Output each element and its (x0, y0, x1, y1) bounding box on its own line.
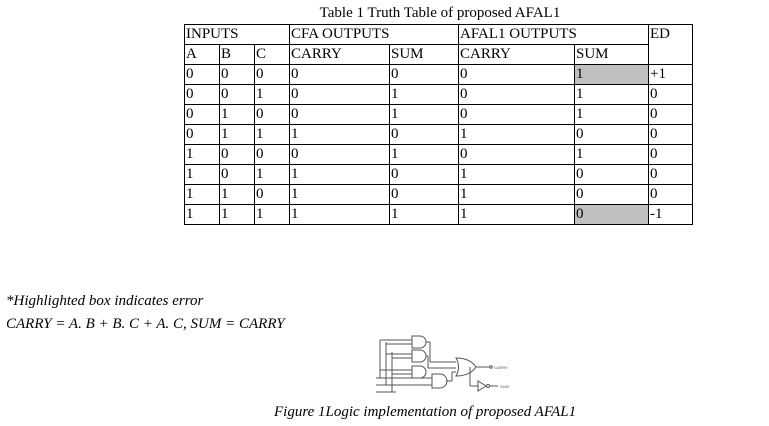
col-afal1-sum-header: SUM (575, 45, 649, 65)
cell-cfa-carry: 0 (290, 65, 390, 85)
cell-ed: 0 (649, 85, 693, 105)
cell-afal1-carry: 0 (459, 145, 575, 165)
cell-ed: +1 (649, 65, 693, 85)
cell-afal1-sum: 0 (575, 205, 649, 225)
equation-note: CARRY = A. B + B. C + A. C, SUM = CARRY (6, 316, 285, 332)
cell-cfa-sum: 0 (390, 165, 459, 185)
cell-c: 0 (255, 185, 290, 205)
cell-cfa-carry: 1 (290, 185, 390, 205)
cell-a: 0 (185, 85, 220, 105)
cell-cfa-carry: 1 (290, 205, 390, 225)
cell-cfa-carry: 0 (290, 145, 390, 165)
cell-b: 0 (220, 65, 255, 85)
cell-afal1-carry: 1 (459, 205, 575, 225)
cell-b: 1 (220, 105, 255, 125)
cell-afal1-sum: 1 (575, 105, 649, 125)
cell-cfa-carry: 1 (290, 125, 390, 145)
table-row (185, 85, 693, 105)
cell-c: 1 (255, 165, 290, 185)
logic-diagram (366, 322, 538, 400)
cell-a: 0 (185, 65, 220, 85)
cell-c: 0 (255, 105, 290, 125)
cell-afal1-sum: 0 (575, 165, 649, 185)
cell-a: 1 (185, 165, 220, 185)
cell-c: 1 (255, 125, 290, 145)
cell-afal1-sum: 0 (575, 125, 649, 145)
cell-afal1-sum: 1 (575, 65, 649, 85)
highlight-note: *Highlighted box indicates error (6, 293, 204, 309)
cell-a: 1 (185, 205, 220, 225)
cell-afal1-carry: 0 (459, 105, 575, 125)
cell-b: 1 (220, 125, 255, 145)
table-caption: Table 1 Truth Table of proposed AFAL1 (319, 5, 561, 21)
cell-cfa-sum: 1 (390, 145, 459, 165)
cell-a: 0 (185, 105, 220, 125)
cell-a: 1 (185, 185, 220, 205)
cell-cfa-sum: 1 (390, 205, 459, 225)
cell-a: 1 (185, 145, 220, 165)
cell-afal1-carry: 0 (459, 65, 575, 85)
cell-c: 0 (255, 145, 290, 165)
table-row (185, 205, 693, 225)
cell-afal1-sum: 0 (575, 185, 649, 205)
sub-header-row (185, 45, 693, 65)
group-header-row (185, 25, 693, 45)
table-row (185, 125, 693, 145)
cell-afal1-carry: 1 (459, 185, 575, 205)
cell-a: 0 (185, 125, 220, 145)
cell-c: 1 (255, 205, 290, 225)
cell-cfa-carry: 0 (290, 85, 390, 105)
cell-b: 0 (220, 165, 255, 185)
cell-cfa-sum: 0 (390, 65, 459, 85)
cell-b: 0 (220, 145, 255, 165)
cell-c: 1 (255, 85, 290, 105)
cell-b: 1 (220, 185, 255, 205)
cfa-outputs-header: CFA OUTPUTS (290, 25, 459, 45)
table-row (185, 105, 693, 125)
cell-b: 0 (220, 85, 255, 105)
col-b-header: B (220, 45, 255, 65)
sum-output-label: SUM (500, 384, 509, 389)
cell-ed: 0 (649, 145, 693, 165)
cell-ed: 0 (649, 165, 693, 185)
col-c-header: C (255, 45, 290, 65)
cell-cfa-carry: 1 (290, 165, 390, 185)
table-row (185, 165, 693, 185)
cell-ed: -1 (649, 205, 693, 225)
table-row (185, 65, 693, 85)
col-cfa-carry-header: CARRY (290, 45, 390, 65)
figure-caption: Figure 1Logic implementation of proposed AFAL1 (274, 404, 577, 420)
cell-afal1-sum: 1 (575, 85, 649, 105)
col-a-header: A (185, 45, 220, 65)
cell-cfa-sum: 1 (390, 85, 459, 105)
cell-ed: 0 (649, 185, 693, 205)
cell-afal1-sum: 1 (575, 145, 649, 165)
cell-ed: 0 (649, 105, 693, 125)
cell-c: 0 (255, 65, 290, 85)
col-afal1-carry-header: CARRY (459, 45, 575, 65)
cell-cfa-sum: 0 (390, 125, 459, 145)
cell-cfa-carry: 0 (290, 105, 390, 125)
table-row (185, 185, 693, 205)
cell-afal1-carry: 1 (459, 165, 575, 185)
truth-table (184, 24, 693, 225)
inputs-header: INPUTS (185, 25, 290, 45)
table-row (185, 145, 693, 165)
cell-afal1-carry: 1 (459, 125, 575, 145)
cell-afal1-carry: 0 (459, 85, 575, 105)
cell-ed: 0 (649, 125, 693, 145)
ed-header: ED (649, 25, 693, 65)
cell-cfa-sum: 1 (390, 105, 459, 125)
cell-cfa-sum: 0 (390, 185, 459, 205)
col-cfa-sum-header: SUM (390, 45, 459, 65)
cell-b: 1 (220, 205, 255, 225)
afal1-outputs-header: AFAL1 OUTPUTS (459, 25, 649, 45)
carry-output-label: CARRY (494, 365, 508, 370)
